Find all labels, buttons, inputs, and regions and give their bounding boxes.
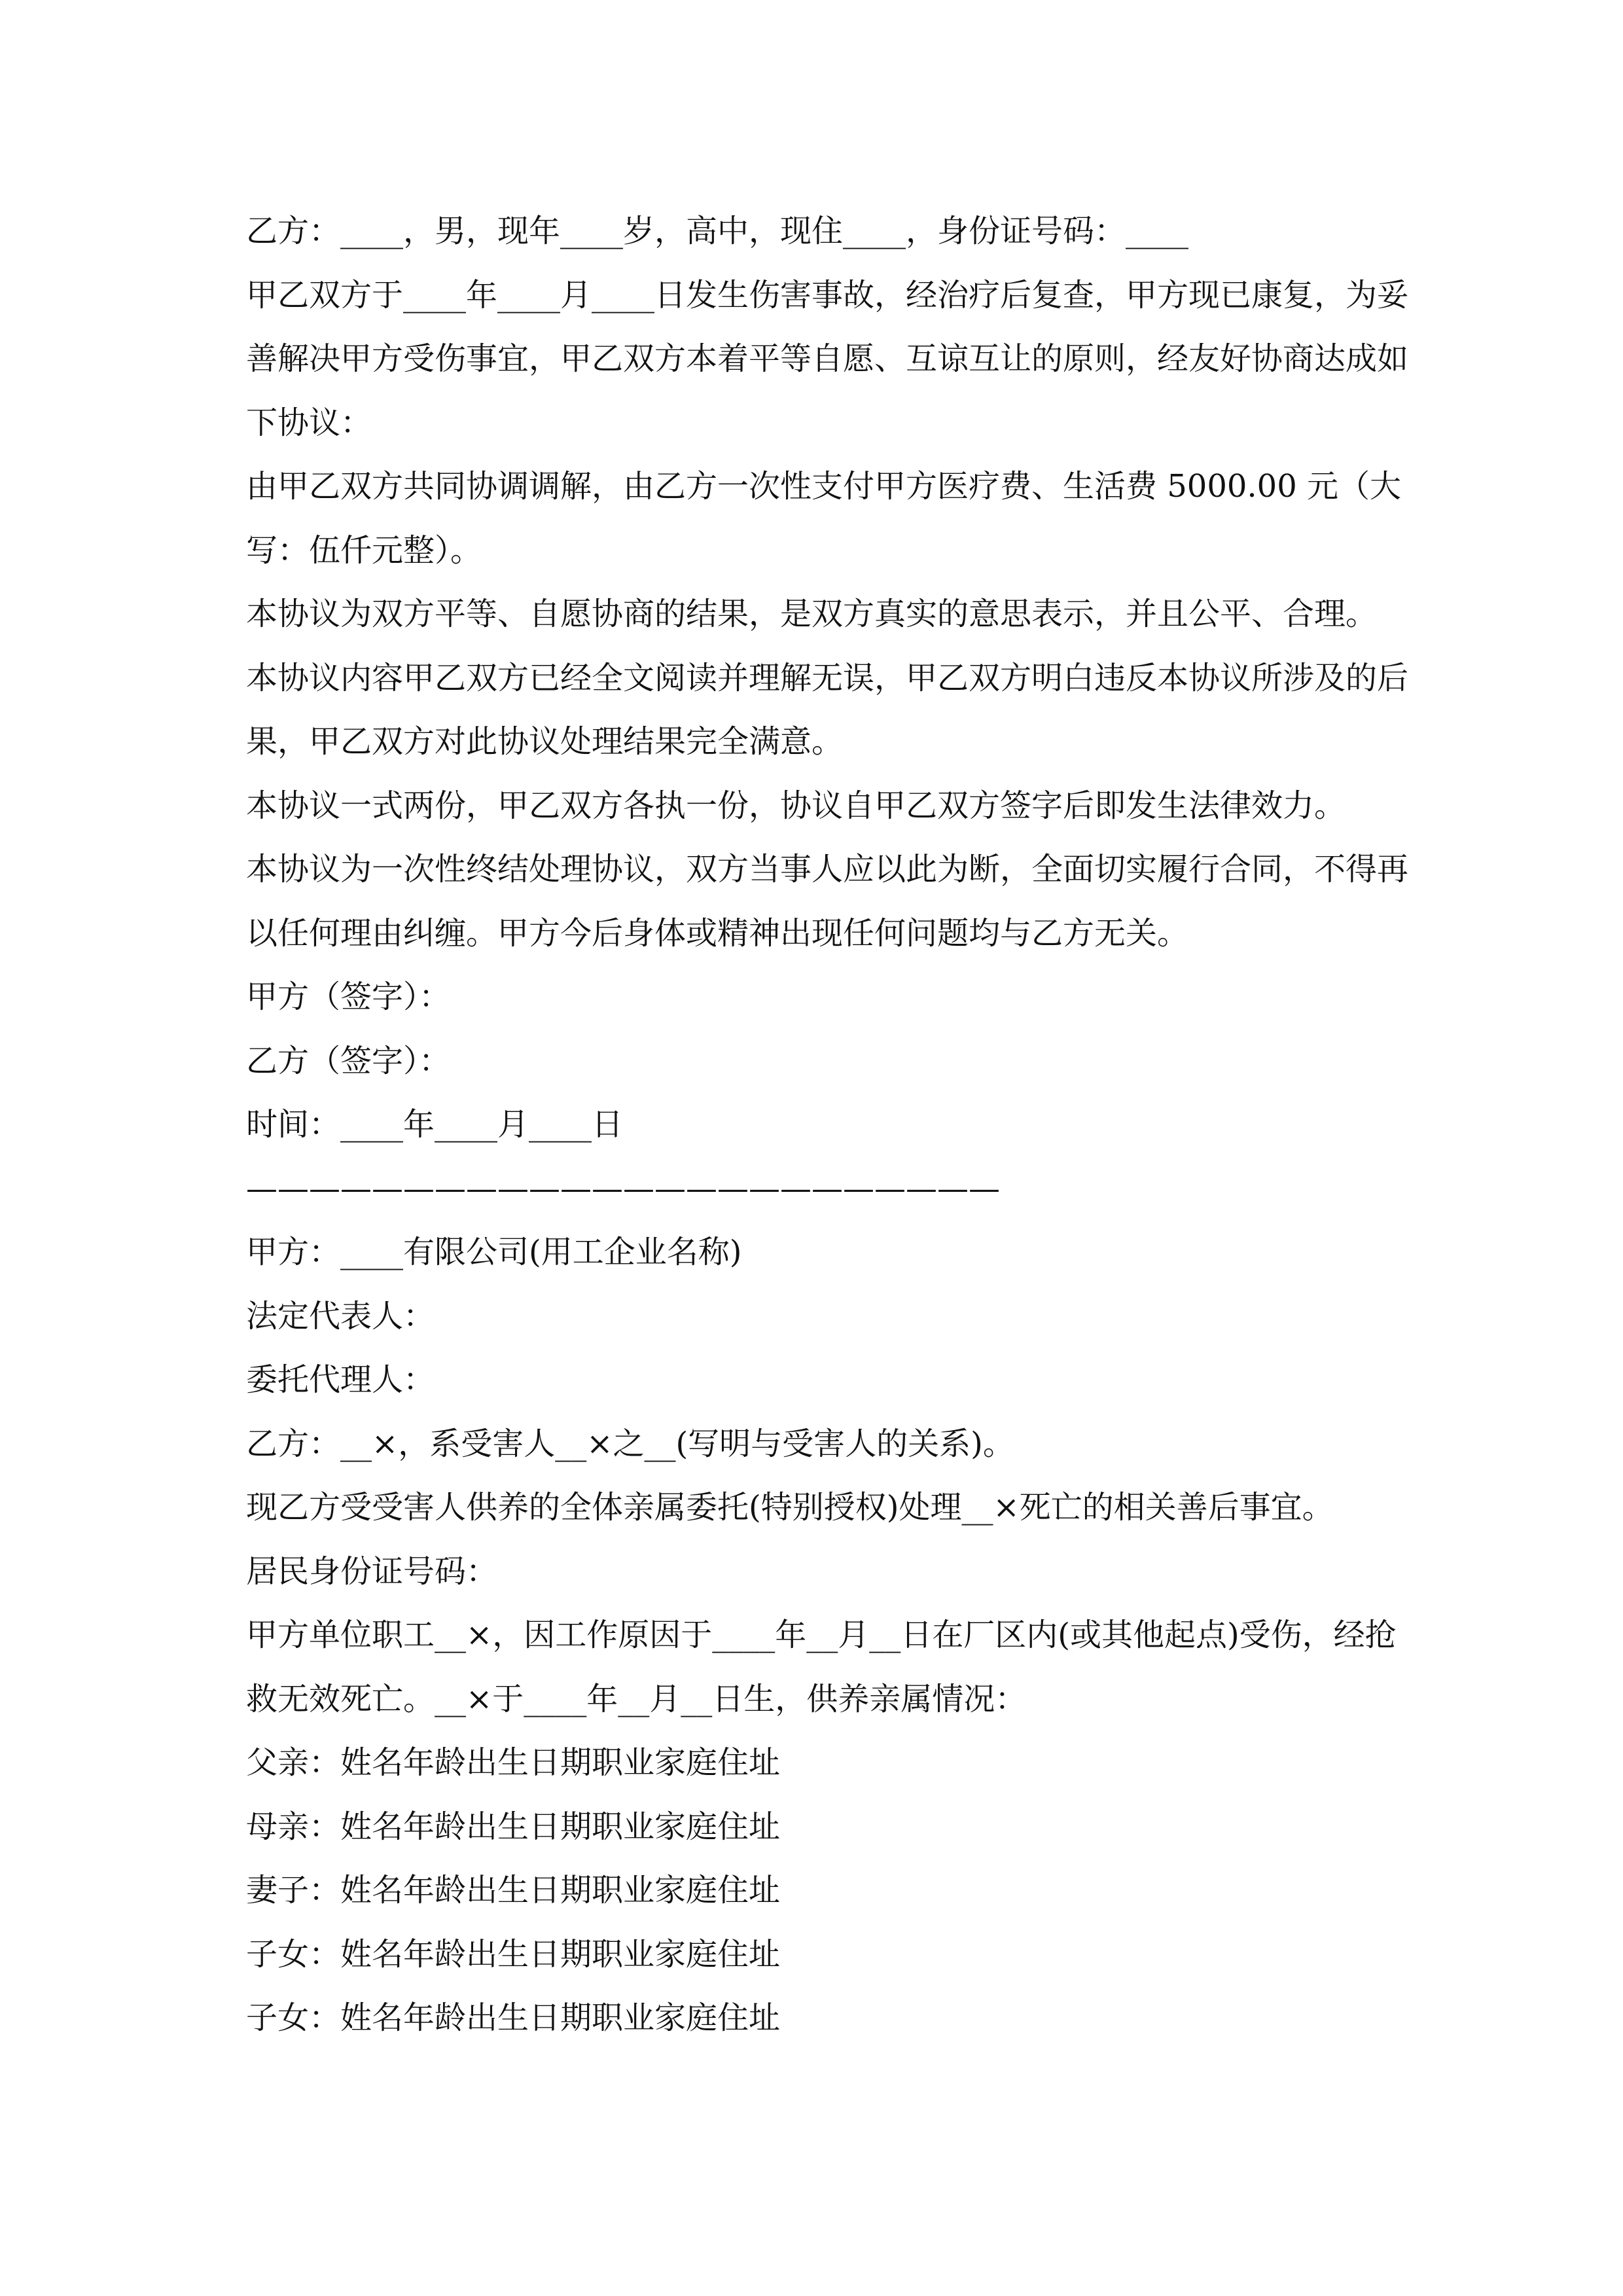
signature-party-a: 甲方（签字）：: [246, 978, 451, 1015]
dependent-child-2: 子女：姓名年龄出生日期职业家庭住址: [246, 2000, 781, 2036]
paragraph-incident: 甲方单位职工__×，因工作原因于____年__月__日在厂区内(或其他起点)受伤，经抢救无效死亡。__×于____年__月__日生，供养亲属情况：: [246, 1617, 1397, 1717]
document-body: [246, 200, 1411, 2051]
paragraph-id-number: 居民身份证号码：: [246, 1552, 498, 1590]
paragraph-party-b: 乙方：____，男，现年____岁，高中，现住____，身份证号码：____: [246, 213, 1189, 249]
signature-date: 时间：____年____月____日: [246, 1106, 624, 1143]
paragraph-fairness: 本协议为双方平等、自愿协商的结果，是双方真实的意思表示，并且公平、合理。: [246, 596, 1378, 632]
paragraph-employer: 甲方：____有限公司(用工企业名称): [246, 1234, 742, 1270]
dependent-wife: 妻子：姓名年龄出生日期职业家庭住址: [246, 1872, 781, 1909]
signature-party-b: 乙方（签字）：: [246, 1042, 451, 1079]
dependent-father: 父亲：姓名年龄出生日期职业家庭住址: [246, 1744, 781, 1781]
paragraph-legal-representative: 法定代表人：: [246, 1297, 435, 1335]
dependent-child-1: 子女：姓名年龄出生日期职业家庭住址: [246, 1935, 781, 1973]
dependent-mother: 母亲：姓名年龄出生日期职业家庭住址: [246, 1808, 781, 1845]
paragraph-final-settlement: 本协议为一次性终结处理协议，双方当事人应以此为断，全面切实履行合同，不得再以任何理由纠缠。甲方今后身体或精神出现任何问题均与乙方无关。: [246, 851, 1409, 952]
paragraph-copies: 本协议一式两份，甲乙双方各执一份，协议自甲乙双方签字后即发生法律效力。: [246, 787, 1346, 824]
paragraph-authorized-agent: 委托代理人：: [246, 1361, 435, 1398]
paragraph-accident: 甲乙双方于____年____月____日发生伤害事故，经治疗后复查，甲方现已康复，为妥善解决甲方受伤事宜，甲乙双方本着平等自愿、互谅互让的原则，经友好协商达成如下协议：: [246, 276, 1409, 441]
paragraph-authorization: 现乙方受受害人供养的全体亲属委托(特别授权)处理__×死亡的相关善后事宜。: [246, 1489, 1334, 1526]
paragraph-understanding: 本协议内容甲乙双方已经全文阅读并理解无误，甲乙双方明白违反本协议所涉及的后果，甲乙双方对此协议处理结果完全满意。: [246, 659, 1409, 760]
section-divider: ————————————————————————: [246, 1170, 1000, 1207]
paragraph-payment: 由甲乙双方共同协调调解，由乙方一次性支付甲方医疗费、生活费 5000.00 元（大写：伍仟元整）。: [246, 468, 1402, 569]
paragraph-party-b-relation: 乙方：__×，系受害人__×之__(写明与受害人的关系)。: [246, 1425, 1014, 1462]
